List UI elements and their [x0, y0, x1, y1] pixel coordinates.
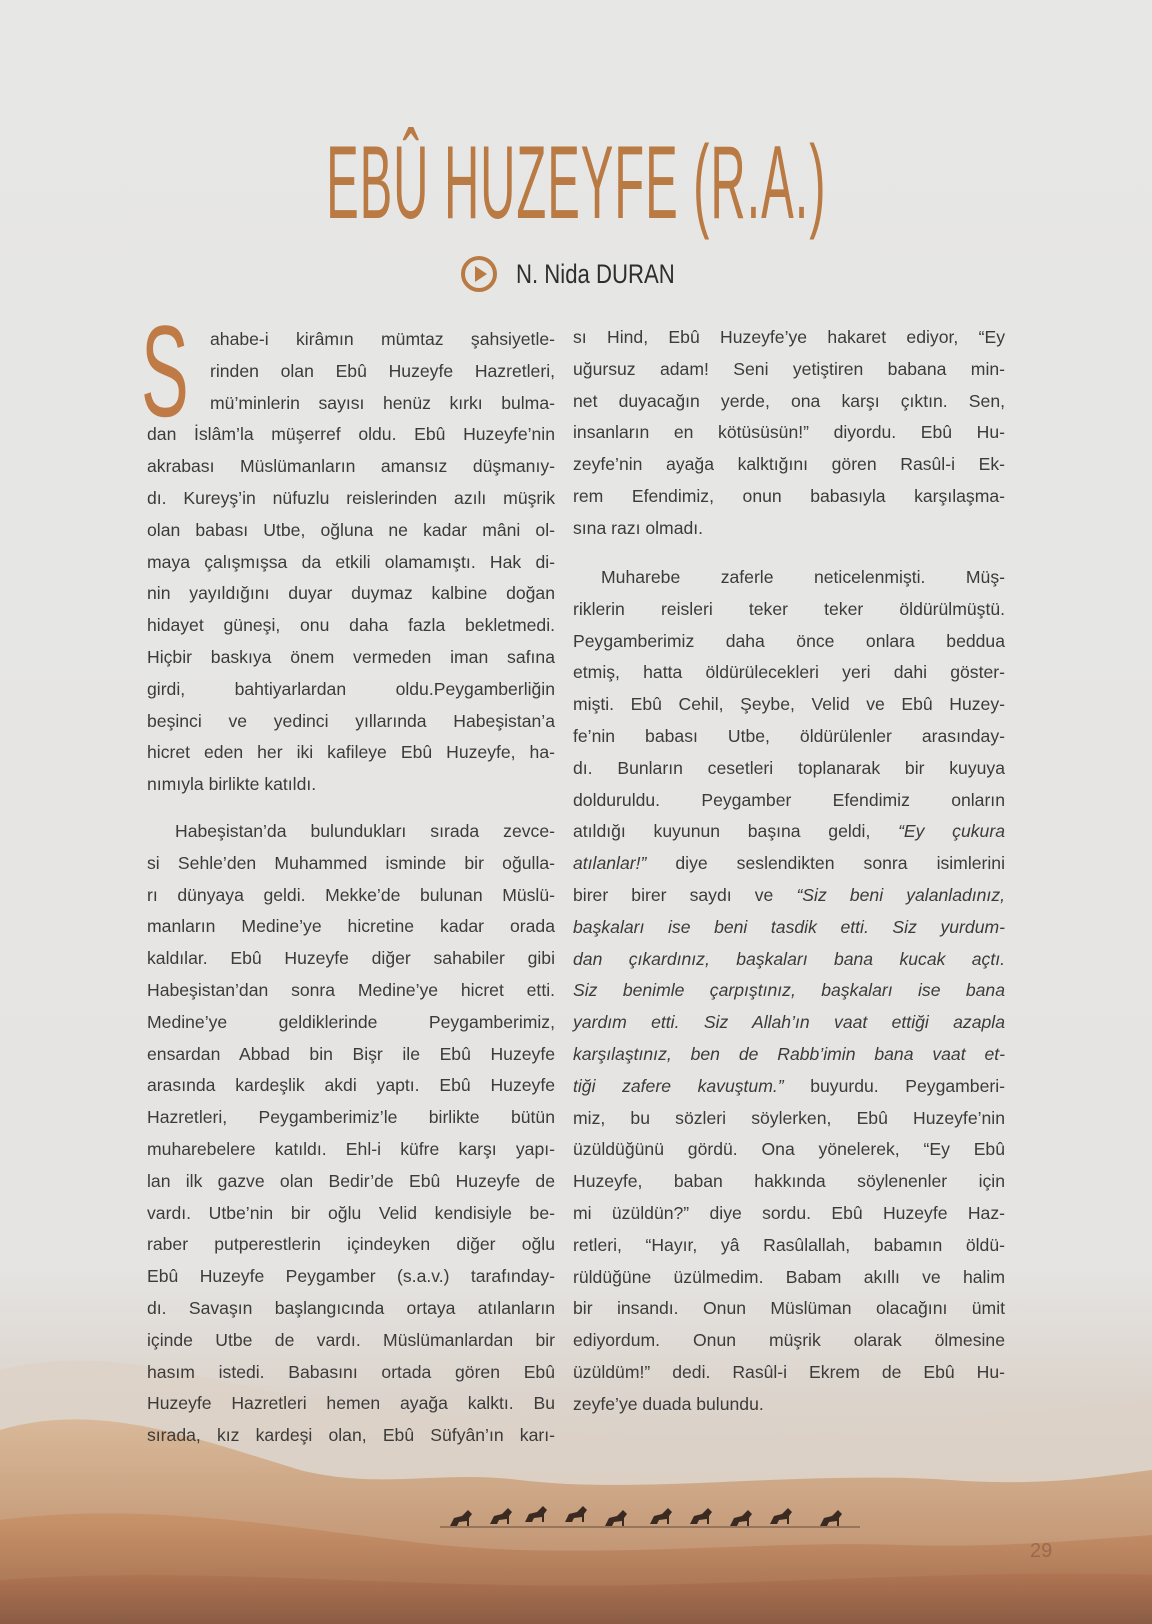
text-line: mişti. Ebû Cehil, Şeybe, Velid ve Ebû Huzey- [573, 694, 1005, 715]
text-line: dı. Kureyş’in nüfuzlu reislerinden azılı müşrik [147, 487, 555, 508]
text-line [573, 1071, 1005, 1103]
article-title: EBÛ HUZEYFE (R.A.) [325, 125, 827, 241]
text-segment: buyurdu. Peygamberi- [783, 1075, 1005, 1096]
italic-quote: Siz benimle çarpıştınız, başkaları ise bana [573, 980, 1005, 1001]
text-line: içinde Utbe de vardı. Müslümanlardan bir [147, 1329, 555, 1350]
text-line: si Sehle’den Muhammed isminde bir oğulla- [147, 852, 555, 873]
text-line: zeyfe’nin ayağa kalktığını gören Rasûl-i Ek- [573, 454, 1005, 475]
italic-quote: karşılaştınız, ben de Rabb’imin bana vaat et- [573, 1043, 1005, 1064]
paragraph [573, 562, 1005, 1421]
text-line: mü’minlerin sayısı henüz kırkı bulma- [210, 392, 555, 413]
text-line: dolduruldu. Peygamber Efendimiz onların [573, 789, 1005, 810]
text-line [573, 944, 1005, 976]
page-number: 29 [1030, 1540, 1053, 1562]
text-line [573, 912, 1005, 944]
text-line [573, 880, 1005, 912]
text-line: zeyfe’ye duada bulundu. [573, 1393, 764, 1414]
text-line [573, 848, 1005, 880]
text-line [573, 1007, 1005, 1039]
text-line: nımıyla birlikte katıldı. [147, 774, 317, 795]
italic-quote: “Siz beni yalanladınız, [796, 884, 1006, 905]
paragraph [573, 322, 1005, 545]
text-line: sı Hind, Ebû Huzeyfe’ye hakaret ediyor, “Ey [573, 327, 1005, 347]
text-line: Peygamberimiz daha önce onlara beddua [573, 630, 1005, 651]
text-line: maya çalışmışsa da etkili olamamıştı. Hak di- [147, 551, 555, 572]
text-line: akrabası Müslümanların amansız düşmanıy- [147, 456, 555, 477]
text-line: rinden olan Ebû Huzeyfe Hazretleri, [210, 360, 555, 381]
italic-quote: tiği zafere kavuştum.” [573, 1075, 784, 1096]
text-line: sına razı olmadı. [573, 517, 704, 538]
italic-quote: “Ey çukura [898, 821, 1005, 842]
text-line [573, 816, 1005, 848]
text-line: nin yayıldığını duyar duymaz kalbine doğan [147, 583, 555, 604]
text-line: etmiş, hatta öldürülecekleri yeri dahi göster- [573, 662, 1005, 683]
text-line: dı. Bunların cesetleri toplanarak bir kuyuya [573, 757, 1005, 778]
text-line: beşinci ve yedinci yıllarında Habeşistan’a [147, 710, 555, 731]
text-line: bir insandı. Onun Müslüman olacağını ümit [573, 1298, 1005, 1319]
text-segment: birer birer saydı ve [573, 884, 797, 905]
text-line: lan ilk gazve olan Bedir’de Ebû Huzeyfe de [147, 1170, 555, 1191]
text-line: mi üzüldün?” diye sordu. Ebû Huzeyfe Haz- [573, 1202, 1005, 1223]
text-line: Huzeyfe, baban hakkında söylenenler için [573, 1171, 1005, 1192]
text-segment: diye seslendikten sonra isimlerini [646, 853, 1005, 874]
text-line: dan İslâm’la müşerref oldu. Ebû Huzeyfe’nin [147, 424, 555, 445]
text-line: üzüldüm!” dedi. Rasûl-i Ekrem de Ebû Hu- [573, 1361, 1005, 1382]
text-line [573, 1039, 1005, 1071]
italic-quote: başkaları ise beni tasdik etti. Siz yurdum- [573, 916, 1005, 937]
left-column [147, 324, 555, 1444]
right-column [573, 322, 1006, 1414]
text-line: hicret eden her iki kafileye Ebû Huzeyfe, ha- [147, 742, 555, 763]
paragraph [147, 816, 555, 1452]
italic-quote: atılanlar!” [573, 853, 647, 874]
paragraph [147, 324, 555, 801]
text-line: rı dünyaya geldi. Mekke’de bulunan Müslü- [147, 884, 555, 905]
text-line: raber putperestlerin içindeyken diğer oğlu [147, 1234, 555, 1255]
text-line: muharebelere katıldı. Ehl-i küfre karşı yapı- [147, 1138, 555, 1159]
text-line: rüldüğüne üzülmedim. Babam akıllı ve halim [573, 1266, 1005, 1287]
text-line: insanların en kötüsüsün!” diyordu. Ebû Hu- [573, 422, 1005, 443]
text-line: olan babası Utbe, oğluna ne kadar mâni ol- [147, 519, 555, 540]
text-line: ensardan Abbad bin Bişr ile Ebû Huzeyfe [147, 1043, 555, 1064]
text-line: fe’nin babası Utbe, öldürülenler arasınday- [573, 725, 1005, 746]
text-line: kaldılar. Ebû Huzeyfe diğer sahabiler gibi [147, 948, 555, 969]
play-circle-icon [460, 255, 498, 293]
text-line: ahabe-i kirâmın mümtaz şahsiyetle- [210, 329, 555, 349]
text-line: hidayet güneşi, onu daha fazla bekletmedi. [147, 615, 555, 636]
text-line: net duyacağın yerde, ona karşı çıktın. Sen, [573, 390, 1005, 411]
text-line: üzüldüğünü gördü. Ona yönelerek, “Ey Ebû [573, 1139, 1005, 1160]
text-line: ediyordum. Onun müşrik olarak ölmesine [573, 1330, 1005, 1351]
text-line: Hiçbir baskıya önem vermeden iman safına [147, 646, 555, 667]
text-segment: atıldığı kuyunun başına geldi, [573, 821, 899, 842]
text-line: dı. Savaşın başlangıcında ortaya atılanların [147, 1297, 555, 1318]
text-line: Habeşistan’da bulundukları sırada zevce- [175, 821, 555, 841]
text-line: uğursuz adam! Seni yetiştiren babana min- [573, 358, 1005, 379]
text-line: Ebû Huzeyfe Peygamber (s.a.v.) tarafınday- [147, 1266, 555, 1287]
author-byline [460, 254, 710, 294]
text-line: riklerin reisleri teker teker öldürülmüştü. [573, 598, 1005, 619]
text-line: hasım istedi. Babasını ortada gören Ebû [147, 1361, 555, 1382]
text-line: manların Medine’ye hicretine kadar orada [147, 916, 555, 937]
text-line: Hazretleri, Peygamberimiz’le birlikte bütün [147, 1107, 555, 1128]
text-line: Muharebe zaferle neticelenmişti. Müş- [601, 567, 1005, 587]
italic-quote: yardım etti. Siz Allah’ın vaat ettiği azapla [573, 1012, 1005, 1033]
drop-cap: S [141, 298, 189, 444]
text-line: girdi, bahtiyarlardan oldu.Peygamberliğin [147, 678, 555, 699]
author-name: N. Nida DURAN [516, 258, 675, 289]
text-line [573, 975, 1005, 1007]
text-line: sırada, kız kardeşi olan, Ebû Süfyân’ın karı- [147, 1425, 555, 1446]
italic-quote: dan çıkardınız, başkaları bana kucak açtı. [573, 948, 1005, 969]
text-line: rem Efendimiz, onun babasıyla karşılaşma- [573, 485, 1005, 506]
text-line: Medine’ye geldiklerinde Peygamberimiz, [147, 1011, 555, 1032]
text-line: Huzeyfe Hazretleri hemen ayağa kalktı. Bu [147, 1393, 555, 1414]
text-line: arasında kardeşlik akdi yaptı. Ebû Huzeyfe [147, 1075, 555, 1096]
text-line: Habeşistan’dan sonra Medine’ye hicret etti. [147, 979, 555, 1000]
text-line: miz, bu sözleri söylerken, Ebû Huzeyfe’nin [573, 1107, 1005, 1128]
text-line: vardı. Utbe’nin bir oğlu Velid kendisiyle be- [147, 1202, 555, 1223]
text-line: retleri, “Hayır, yâ Rasûlallah, babamın öldü- [573, 1234, 1005, 1255]
